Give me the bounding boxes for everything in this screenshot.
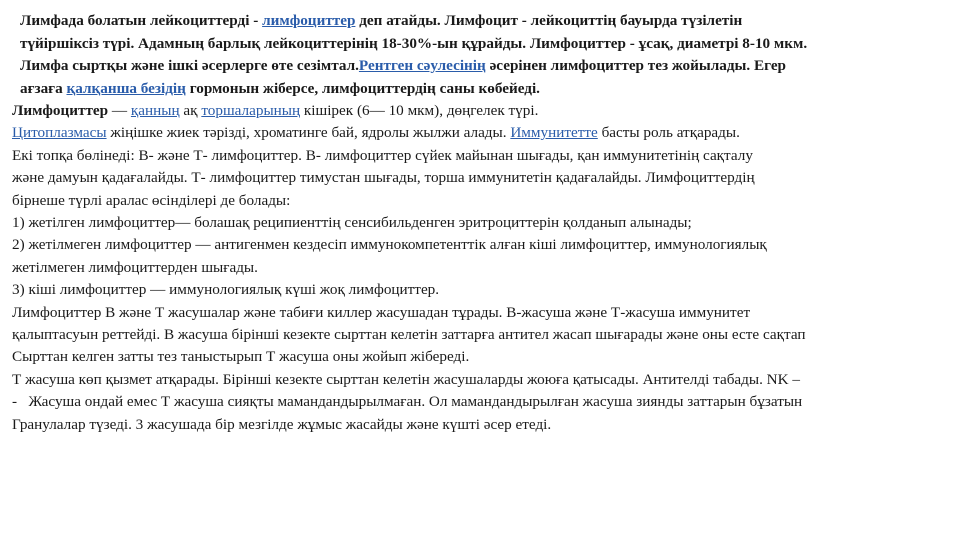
bold-line-1: Лимфада болатын лейкоциттерді - лимфоциттер деп атайды. Лимфоцит - лейкоциттің бауырда түзілетін bbox=[20, 12, 743, 29]
body-line-1: Лимфоциттер — қанның ақ торшаларының кішірек (6— 10 мкм), дөңгелек түрі. bbox=[12, 102, 539, 119]
body-line-7: 2) жетілмеген лимфоциттер — антигенмен кездесіп иммунокомпетенттік алған кіші лимфоциттер, иммунологиялық bbox=[12, 236, 767, 254]
body-line-5: бірнеше түрлі аралас өсінділері де болады: bbox=[12, 191, 291, 209]
body-line-15: Гранулалар түзеді. 3 жасушада бір мезгілде жұмыс жасайды және күшті әсер етеді. bbox=[12, 415, 552, 433]
body-line-6: 1) жетілген лимфоциттер— болашақ реципиенттің сенсибильденген эритроциттерін қолданып алынады; bbox=[12, 214, 692, 232]
body-line-3: Екі топқа бөлінеді: В- және Т- лимфоциттер. В- лимфоциттер сүйек майынан шығады, қан иммунитетінің сақталу bbox=[12, 146, 753, 164]
body-line-8: жетілмеген лимфоциттерден шығады. bbox=[12, 258, 258, 276]
link-lymphocytes[interactable]: лимфоциттер bbox=[262, 12, 356, 29]
link-cells[interactable]: торшаларының bbox=[201, 102, 301, 119]
link-thyroid[interactable]: қалқанша безідің bbox=[66, 80, 186, 98]
term-lymphocytes: Лимфоциттер bbox=[12, 102, 109, 119]
body-text bbox=[12, 100, 952, 436]
link-immunity[interactable]: Иммунитетте bbox=[510, 124, 598, 142]
body-line-13: Т жасуша көп қызмет атқарады. Бірінші кезекте сырттан келетін жасушаларды жоюға қатысады. Антителді табады. NK – bbox=[12, 370, 801, 388]
body-line-9: 3) кіші лимфоциттер — иммунологиялық күші жоқ лимфоциттер. bbox=[12, 281, 440, 299]
bold-line-3: Лимфа сыртқы және ішкі әсерлерге өте сезімтал.Рентген сәулесінің әсерінен лимфоциттер тез жойылады. Егер bbox=[20, 57, 787, 75]
body-line-2: Цитоплазмасы жіңішке жиек тәрізді, хроматинге бай, ядролы жылжи алады. Иммунитетте басты роль атқарады. bbox=[12, 124, 740, 142]
body-line-12: Сырттан келген затты тез таныстырып Т жасуша оны жойып жібереді. bbox=[12, 348, 470, 366]
bold-line-4: ағзаға қалқанша безідің гормонын жіберсе, лимфоциттердің саны көбейеді. bbox=[20, 80, 540, 98]
bold-line-2: түйіршіксіз түрі. Адамның барлық лейкоциттерінің 18-30%-ын құрайды. Лимфоциттер - ұсақ, диаметрі 8-10 мкм. bbox=[20, 34, 808, 52]
bold-paragraph bbox=[20, 10, 950, 101]
body-line-11: қалыптасуын реттейді. В жасуша бірінші кезекте сырттан келетін заттарға антител жасап шығарады және оны есте сақтап bbox=[12, 326, 806, 344]
link-cytoplasm[interactable]: Цитоплазмасы bbox=[12, 124, 107, 142]
body-line-4: және дамуын қадағалайды. Т- лимфоциттер тимустан шығады, торша иммунитетін қадағалайды. Лимфоциттердің bbox=[12, 169, 755, 187]
link-xray[interactable]: Рентген сәулесінің bbox=[358, 57, 486, 75]
body-line-14: - Жасуша ондай емес Т жасуша сияқты мамандандырылмаған. Ол мамандандырылған жасуша зиянды заттарын бұзатын bbox=[12, 393, 803, 411]
body-line-10: Лимфоциттер В және Т жасушалар және табиғи киллер жасушадан тұрады. В-жасуша және Т-жасуша иммунитет bbox=[12, 303, 751, 321]
link-blood[interactable]: қанның bbox=[130, 102, 180, 119]
